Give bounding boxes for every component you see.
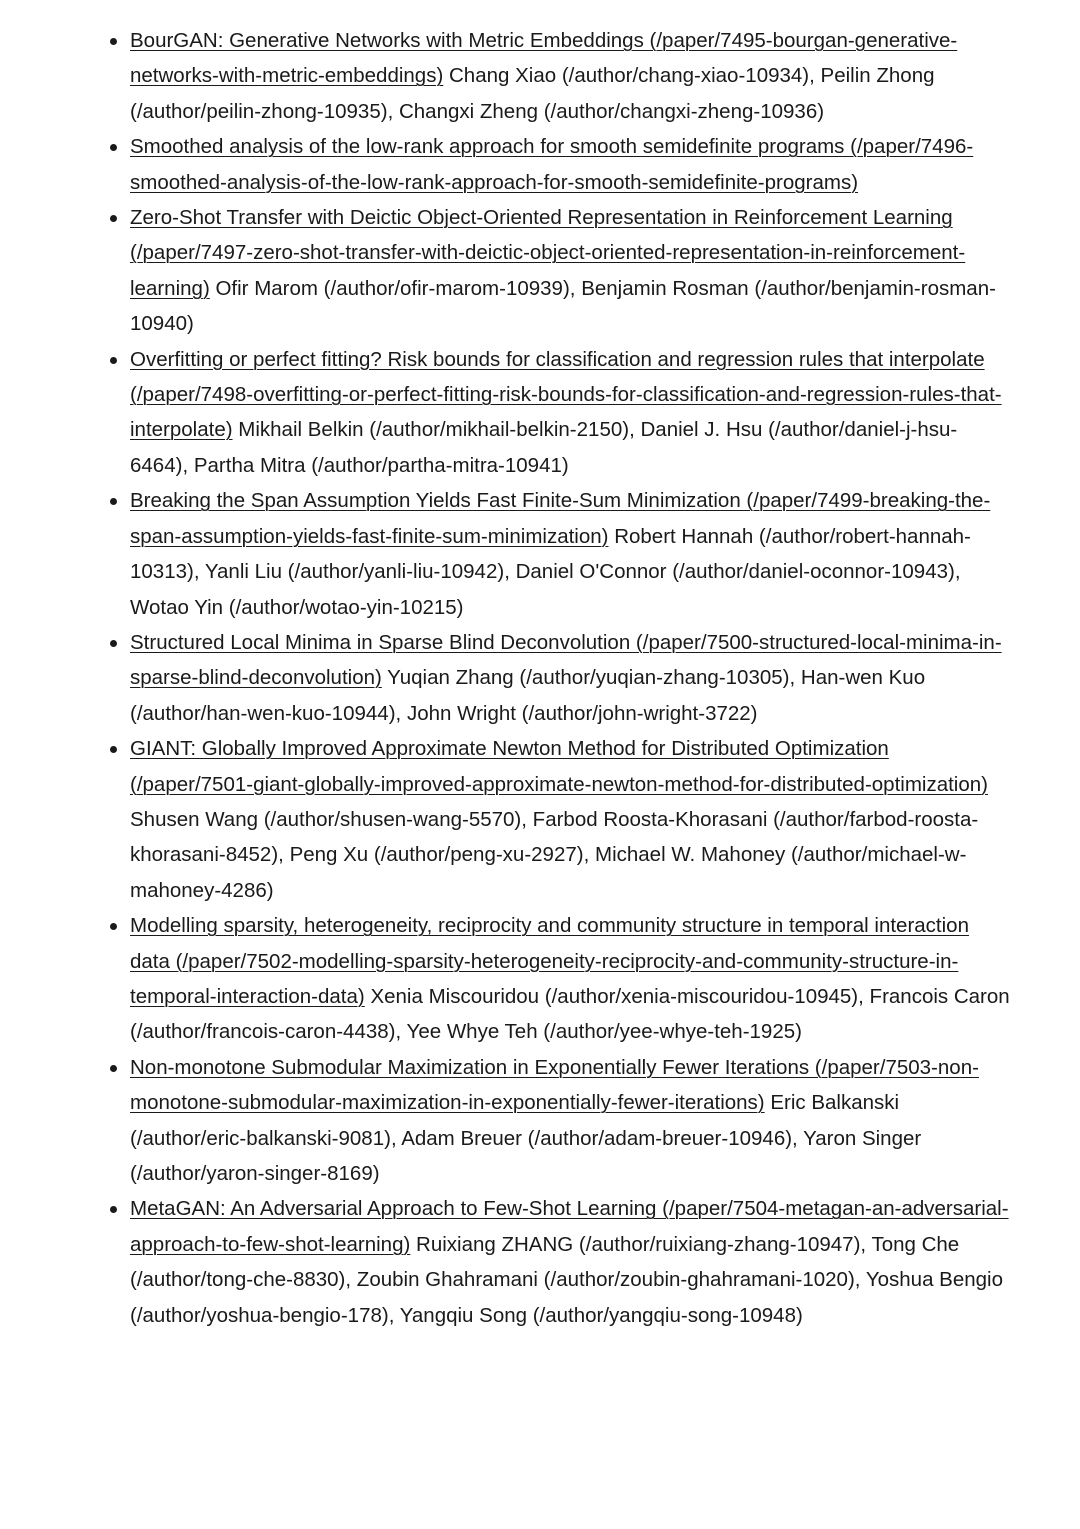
paper-list-item: Structured Local Minima in Sparse Blind Deconvolution (/paper/7500-structured-local-minima-in-sparse-blind-deconvolution) Yuqian Zhang (/author/yuqian-zhang-10305), Han-wen Kuo (/author/han-wen-kuo-10944), John Wright (/author/john-wright-3722) [130, 625, 1010, 731]
paper-list-item: Overfitting or perfect fitting? Risk bounds for classification and regression rules that interpolate (/paper/7498-overfitting-or-perfect-fitting-risk-bounds-for-classification-and-regression-rules-that-interpolate) Mikhail Belkin (/author/mikhail-belkin-2150), Daniel J. Hsu (/author/daniel-j-hsu-6464), Partha Mitra (/author/partha-mitra-10941) [130, 342, 1010, 484]
paper-title-link[interactable]: Non-monotone Submodular Maximization in Exponentially Fewer Iterations (/paper/7503-non-monotone-submodular-maximization-in-exponentially-fewer-iterations) [130, 1055, 979, 1115]
author-entry: Francois Caron (/author/francois-caron-4438) [130, 984, 1010, 1044]
author-entry: Han-wen Kuo (/author/han-wen-kuo-10944) [130, 666, 926, 725]
author-entry: Daniel O'Connor (/author/daniel-oconnor-10943) [515, 560, 955, 584]
paper-list-item: Modelling sparsity, heterogeneity, reciprocity and community structure in temporal interaction data (/paper/7502-modelling-sparsity-heterogeneity-reciprocity-and-community-structure-in-temporal-interaction-data) Xenia Miscouridou (/author/xenia-miscouridou-10945), Francois Caron (/author/francois-caron-4438), Yee Whye Teh (/author/yee-whye-teh-1925) [130, 908, 1010, 1050]
paper-title-link[interactable]: Overfitting or perfect fitting? Risk bounds for classification and regression rules that interpolate (/paper/7498-overfitting-or-perfect-fitting-risk-bounds-for-classification-and-regression-rules-that-interpolate) [130, 347, 1002, 442]
author-entry: Changxi Zheng (/author/changxi-zheng-10936) [398, 99, 825, 123]
paper-title-link[interactable]: Breaking the Span Assumption Yields Fast Finite-Sum Minimization (/paper/7499-breaking-the-span-assumption-yields-fast-finite-sum-minimization) [130, 489, 991, 548]
paper-title-link[interactable]: MetaGAN: An Adversarial Approach to Few-Shot Learning (/paper/7504-metagan-an-adversarial-approach-to-few-shot-learning) [130, 1197, 1009, 1256]
author-entry: Michael W. Mahoney (/author/michael-w-mahoney-4286) [130, 843, 967, 902]
author-entry: Chang Xiao (/author/chang-xiao-10934) [449, 64, 810, 88]
author-entry: Yoshua Bengio (/author/yoshua-bengio-178) [130, 1268, 1004, 1327]
paper-title-link[interactable]: BourGAN: Generative Networks with Metric Embeddings (/paper/7495-bourgan-generative-networks-with-metric-embeddings) [130, 29, 958, 88]
paper-title-link[interactable]: GIANT: Globally Improved Approximate Newton Method for Distributed Optimization (/paper/7501-giant-globally-improved-approximate-newton-method-for-distributed-optimization) [130, 737, 988, 796]
author-entry: Yuqian Zhang (/author/yuqian-zhang-10305) [387, 666, 790, 690]
paper-list-item: GIANT: Globally Improved Approximate Newton Method for Distributed Optimization (/paper/7501-giant-globally-improved-approximate-newton-method-for-distributed-optimization) Shusen Wang (/author/shusen-wang-5570), Farbod Roosta-Khorasani (/author/farbod-roosta-khorasani-8452), Peng Xu (/author/peng-xu-2927), Michael W. Mahoney (/author/michael-w-mahoney-4286) [130, 731, 1010, 908]
paper-title-link[interactable]: Modelling sparsity, heterogeneity, reciprocity and community structure in temporal interaction data (/paper/7502-modelling-sparsity-heterogeneity-reciprocity-and-community-structure-in-temporal-interaction-data) [130, 914, 969, 1008]
paper-list-item [130, 129, 1010, 200]
paper-title-link[interactable]: Structured Local Minima in Sparse Blind Deconvolution (/paper/7500-structured-local-minima-in-sparse-blind-deconvolution) [130, 630, 1002, 690]
author-entry: Peilin Zhong (/author/peilin-zhong-10935) [130, 64, 935, 123]
author-entry: Yangqiu Song (/author/yangqiu-song-10948) [399, 1303, 803, 1327]
author-entry: Daniel J. Hsu (/author/daniel-j-hsu-6464) [130, 418, 958, 477]
author-entry: Peng Xu (/author/peng-xu-2927) [289, 843, 584, 867]
paper-list-item: Zero-Shot Transfer with Deictic Object-Oriented Representation in Reinforcement Learning (/paper/7497-zero-shot-transfer-with-deictic-object-oriented-representation-in-reinforcement-learning) Ofir Marom (/author/ofir-marom-10939), Benjamin Rosman (/author/benjamin-rosman-10940) [130, 200, 1010, 342]
paper-list-item: MetaGAN: An Adversarial Approach to Few-Shot Learning (/paper/7504-metagan-an-adversarial-approach-to-few-shot-learning) Ruixiang ZHANG (/author/ruixiang-zhang-10947), Tong Che (/author/tong-che-8830), Zoubin Ghahramani (/author/zoubin-ghahramani-1020), Yoshua Bengio (/author/yoshua-bengio-178), Yangqiu Song (/author/yangqiu-song-10948) [130, 1191, 1010, 1333]
paper-list-item: BourGAN: Generative Networks with Metric Embeddings (/paper/7495-bourgan-generative-networks-with-metric-embeddings) Chang Xiao (/author/chang-xiao-10934), Peilin Zhong (/author/peilin-zhong-10935), Changxi Zheng (/author/changxi-zheng-10936) [130, 23, 1010, 129]
author-entry: Benjamin Rosman (/author/benjamin-rosman-10940) [130, 276, 996, 336]
author-entry: Yaron Singer (/author/yaron-singer-8169) [130, 1126, 922, 1185]
author-entry: John Wright (/author/john-wright-3722) [406, 701, 758, 725]
author-entry: Yanli Liu (/author/yanli-liu-10942) [204, 560, 505, 584]
paper-title-link[interactable]: Zero-Shot Transfer with Deictic Object-Oriented Representation in Reinforcement Learning (/paper/7497-zero-shot-transfer-with-deictic-object-oriented-representation-in-reinforcement-learning) [130, 206, 966, 300]
author-entry: Ruixiang ZHANG (/author/ruixiang-zhang-10947) [416, 1232, 861, 1256]
author-entry: Tong Che (/author/tong-che-8830) [130, 1232, 960, 1292]
author-entry: Yee Whye Teh (/author/yee-whye-teh-1925) [406, 1020, 802, 1044]
author-entry: Robert Hannah (/author/robert-hannah-10313) [130, 524, 971, 584]
author-entry: Eric Balkanski (/author/eric-balkanski-9081) [130, 1091, 900, 1150]
author-entry: Partha Mitra (/author/partha-mitra-10941) [193, 453, 569, 477]
author-entry: Zoubin Ghahramani (/author/zoubin-ghahramani-1020) [356, 1268, 855, 1292]
author-entry: Farbod Roosta-Khorasani (/author/farbod-roosta-khorasani-8452) [130, 807, 979, 867]
author-entry: Shusen Wang (/author/shusen-wang-5570) [130, 807, 522, 831]
author-entry: Xenia Miscouridou (/author/xenia-miscouridou-10945) [370, 984, 859, 1008]
paper-list-item: Breaking the Span Assumption Yields Fast Finite-Sum Minimization (/paper/7499-breaking-the-span-assumption-yields-fast-finite-sum-minimization) Robert Hannah (/author/robert-hannah-10313), Yanli Liu (/author/yanli-liu-10942), Daniel O'Connor (/author/daniel-oconnor-10943), Wotao Yin (/author/wotao-yin-10215) [130, 483, 1010, 625]
paper-title-link[interactable]: Smoothed analysis of the low-rank approach for smooth semidefinite programs (/paper/7496-smoothed-analysis-of-the-low-rank-approach-for-smooth-semidefinite-programs) [130, 135, 974, 194]
author-entry: Ofir Marom (/author/ofir-marom-10939) [215, 276, 570, 300]
author-entry: Adam Breuer (/author/adam-breuer-10946) [401, 1126, 793, 1150]
author-entry: Mikhail Belkin (/author/mikhail-belkin-2150) [238, 418, 630, 442]
paper-list-item: Non-monotone Submodular Maximization in Exponentially Fewer Iterations (/paper/7503-non-monotone-submodular-maximization-in-exponentially-fewer-iterations) Eric Balkanski (/author/eric-balkanski-9081), Adam Breuer (/author/adam-breuer-10946), Yaron Singer (/author/yaron-singer-8169) [130, 1050, 1010, 1192]
paper-list [130, 23, 1010, 1333]
author-entry: Wotao Yin (/author/wotao-yin-10215) [130, 595, 464, 619]
